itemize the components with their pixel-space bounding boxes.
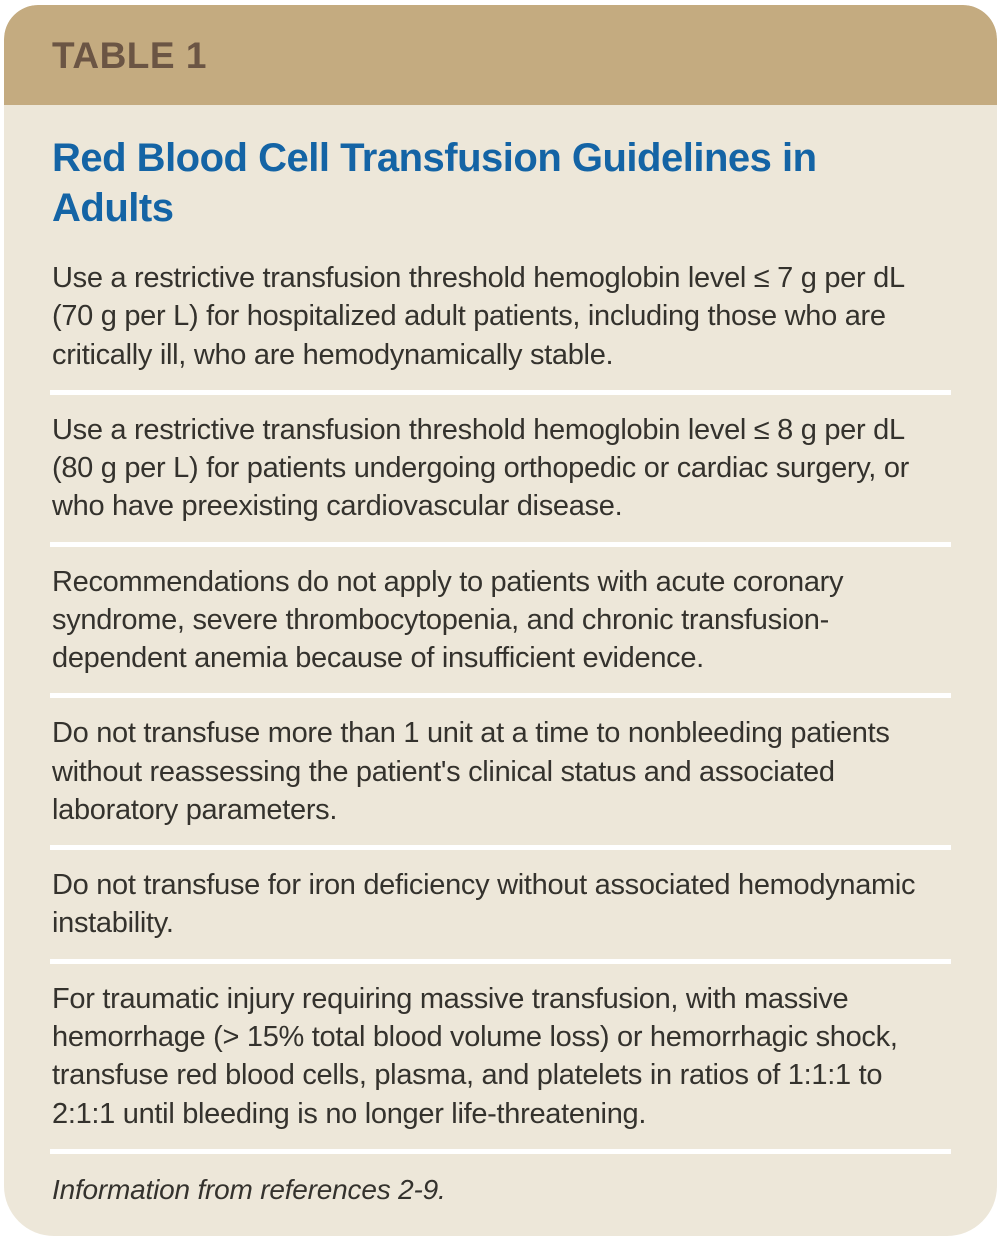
guideline-item: Do not transfuse more than 1 unit at a time to nonbleeding patients without reassessing the patient's clinical status and associated laboratory parameters. xyxy=(50,698,951,850)
table-label: TABLE 1 xyxy=(52,35,207,76)
guideline-item: Recommendations do not apply to patients with acute coronary syndrome, severe thrombocytopenia, and chronic transfusion-dependent anemia because of insufficient evidence. xyxy=(50,547,951,699)
table-title: Red Blood Cell Transfusion Guidelines in Adults xyxy=(52,136,817,230)
table-body xyxy=(4,105,997,1236)
table-card xyxy=(4,5,997,1236)
guideline-item: For traumatic injury requiring massive transfusion, with massive hemorrhage (> 15% total blood volume loss) or hemorrhagic shock, transfuse red blood cells, plasma, and platelets in ratios of 1:1:1 to 2:1:1 until bleeding is no longer life-threatening. xyxy=(50,964,951,1154)
guideline-item: Use a restrictive transfusion threshold hemoglobin level ≤ 7 g per dL (70 g per L) for hospitalized adult patients, including those who are critically ill, who are hemodynamically stable. xyxy=(50,243,951,395)
footnote: Information from references 2-9. xyxy=(52,1173,446,1205)
guideline-item: Do not transfuse for iron deficiency without associated hemodynamic instability. xyxy=(50,850,951,964)
table-header xyxy=(4,5,997,105)
guidelines-list xyxy=(50,243,951,1154)
guideline-item: Use a restrictive transfusion threshold hemoglobin level ≤ 8 g per dL (80 g per L) for patients undergoing orthopedic or cardiac surgery, or who have preexisting cardiovascular disease. xyxy=(50,395,951,547)
